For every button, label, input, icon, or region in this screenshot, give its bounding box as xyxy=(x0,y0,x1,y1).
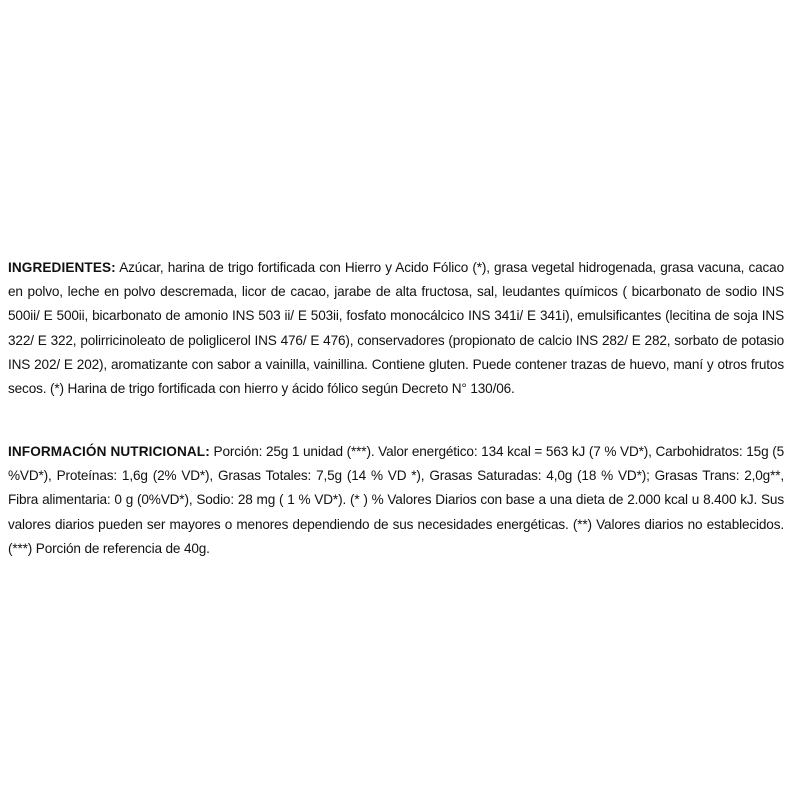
nutrition-heading: INFORMACIÓN NUTRICIONAL: xyxy=(8,444,210,459)
ingredients-text: Azúcar, harina de trigo fortificada con Hierro y Acido Fólico (*), grasa vegetal hidrogenada, grasa vacuna, cacao en polvo, leche en polvo descremada, licor de cacao, jarabe de alta fructosa, sal, leudantes químicos ( bicarbonato de sodio INS 500ii/ E 500ii, bicarbonato de amonio INS 503 ii/ E 503ii, fosfato monocálcico INS 341i/ E 341i), emulsificantes (lecitina de soja INS 322/ E 322, polirricinoleato de poliglicerol INS 476/ E 476), conservadores (propionato de calcio INS 282/ E 282, sorbato de potasio INS 202/ E 202), aromatizante con sabor a vainilla, vainillina. Contiene gluten. Puede contener trazas de huevo, maní y otros frutos secos. (*) Harina de trigo fortificada con hierro y ácido fólico según Decreto N° 130/06. xyxy=(8,260,784,397)
ingredients-heading: INGREDIENTES: xyxy=(8,260,116,275)
nutrition-text: Porción: 25g 1 unidad (***). Valor energético: 134 kcal = 563 kJ (7 % VD*), Carbohidratos: 15g (5 %VD*), Proteínas: 1,6g (2% VD*), Grasas Totales: 7,5g (14 % VD *), Grasas Saturadas: 4,0g (18 % VD*); Grasas Trans: 2,0g**, Fibra alimentaria: 0 g (0%VD*), Sodio: 28 mg ( 1 % VD*). (* ) % Valores Diarios con base a una dieta de 2.000 kcal u 8.400 kJ. Sus valores diarios pueden ser mayores o menores dependiendo de sus necesidades energéticas. (**) Valores diarios no establecidos. (***) Porción de referencia de 40g. xyxy=(8,444,784,556)
nutrition-paragraph xyxy=(8,440,784,561)
ingredients-paragraph xyxy=(8,256,784,401)
